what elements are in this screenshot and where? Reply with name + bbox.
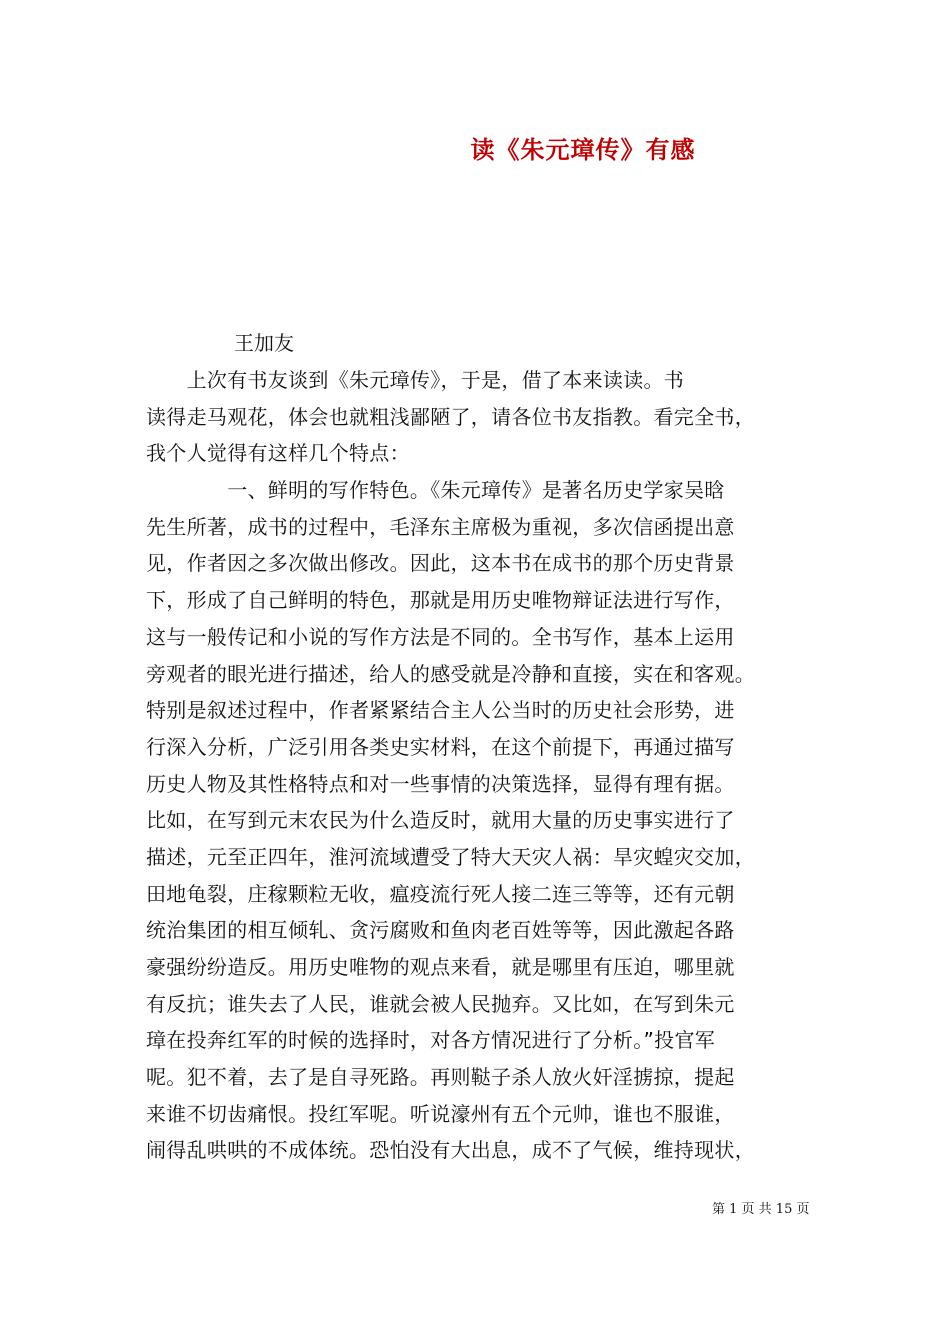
- body-line: 我个人觉得有这样几个特点：: [146, 441, 410, 466]
- document-title: 读《朱元璋传》有感: [470, 135, 696, 164]
- author-name: 王加友: [234, 331, 294, 355]
- body-line: 呢。犯不着，去了是自寻死路。再则鞑子杀人放火奸淫掳掠，提起: [146, 1065, 735, 1090]
- body-line: 上次有书友谈到《朱元璋传》，于是，借了本来读读。书: [146, 368, 685, 392]
- body-line: 行深入分析，广泛引用各类史实材料，在这个前提下，再通过描写: [146, 734, 735, 759]
- body-line: 旁观者的眼光进行描述，给人的感受就是冷静和直接，实在和客观。: [146, 661, 755, 686]
- body-text: [146, 362, 826, 1169]
- body-line: 统治集团的相互倾轧、贪污腐败和鱼肉老百姓等等，因此激起各路: [146, 918, 735, 943]
- body-line: 有反抗；谁失去了人民，谁就会被人民抛弃。又比如，在写到朱元: [146, 991, 735, 1016]
- body-line: 下，形成了自己鲜明的特色，那就是用历史唯物辩证法进行写作，: [146, 588, 735, 613]
- body-line: 这与一般传记和小说的写作方法是不同的。全书写作，基本上运用: [146, 624, 735, 649]
- body-line: 璋在投奔红军的时候的选择时，对各方情况进行了分析。”投官军: [146, 1028, 716, 1053]
- body-line: 一、鲜明的写作特色。《朱元璋传》是著名历史学家吴晗: [146, 478, 725, 503]
- page-number: 第 1 页 共 15 页: [712, 1202, 810, 1217]
- body-line: 比如，在写到元末农民为什么造反时，就用大量的历史事实进行了: [146, 808, 735, 833]
- body-line: 田地龟裂，庄稼颗粒无收，瘟疫流行死人接二连三等等，还有元朝: [146, 881, 735, 906]
- body-line: 历史人物及其性格特点和对一些事情的决策选择，显得有理有据。: [146, 771, 735, 796]
- body-line: 读得走马观花，体会也就粗浅鄙陋了，请各位书友指教。看完全书，: [146, 404, 755, 429]
- body-line: 豪强纷纷造反。用历史唯物的观点来看，就是哪里有压迫，哪里就: [146, 955, 735, 979]
- body-line: 先生所著，成书的过程中，毛泽东主席极为重视，多次信函提出意: [146, 514, 735, 539]
- body-line: 特别是叙述过程中，作者紧紧结合主人公当时的历史社会形势，进: [146, 698, 735, 723]
- body-line: 见，作者因之多次做出修改。因此，这本书在成书的那个历史背景: [146, 551, 735, 576]
- body-line: 来谁不切齿痛恨。投红军呢。听说濠州有五个元帅，谁也不服谁，: [146, 1101, 735, 1126]
- body-line: 闹得乱哄哄的不成体统。恐怕没有大出息，成不了气候，维持现状，: [146, 1138, 755, 1163]
- body-line: 描述，元至正四年，淮河流域遭受了特大天灾人祸：旱灾蝗灾交加，: [146, 844, 755, 869]
